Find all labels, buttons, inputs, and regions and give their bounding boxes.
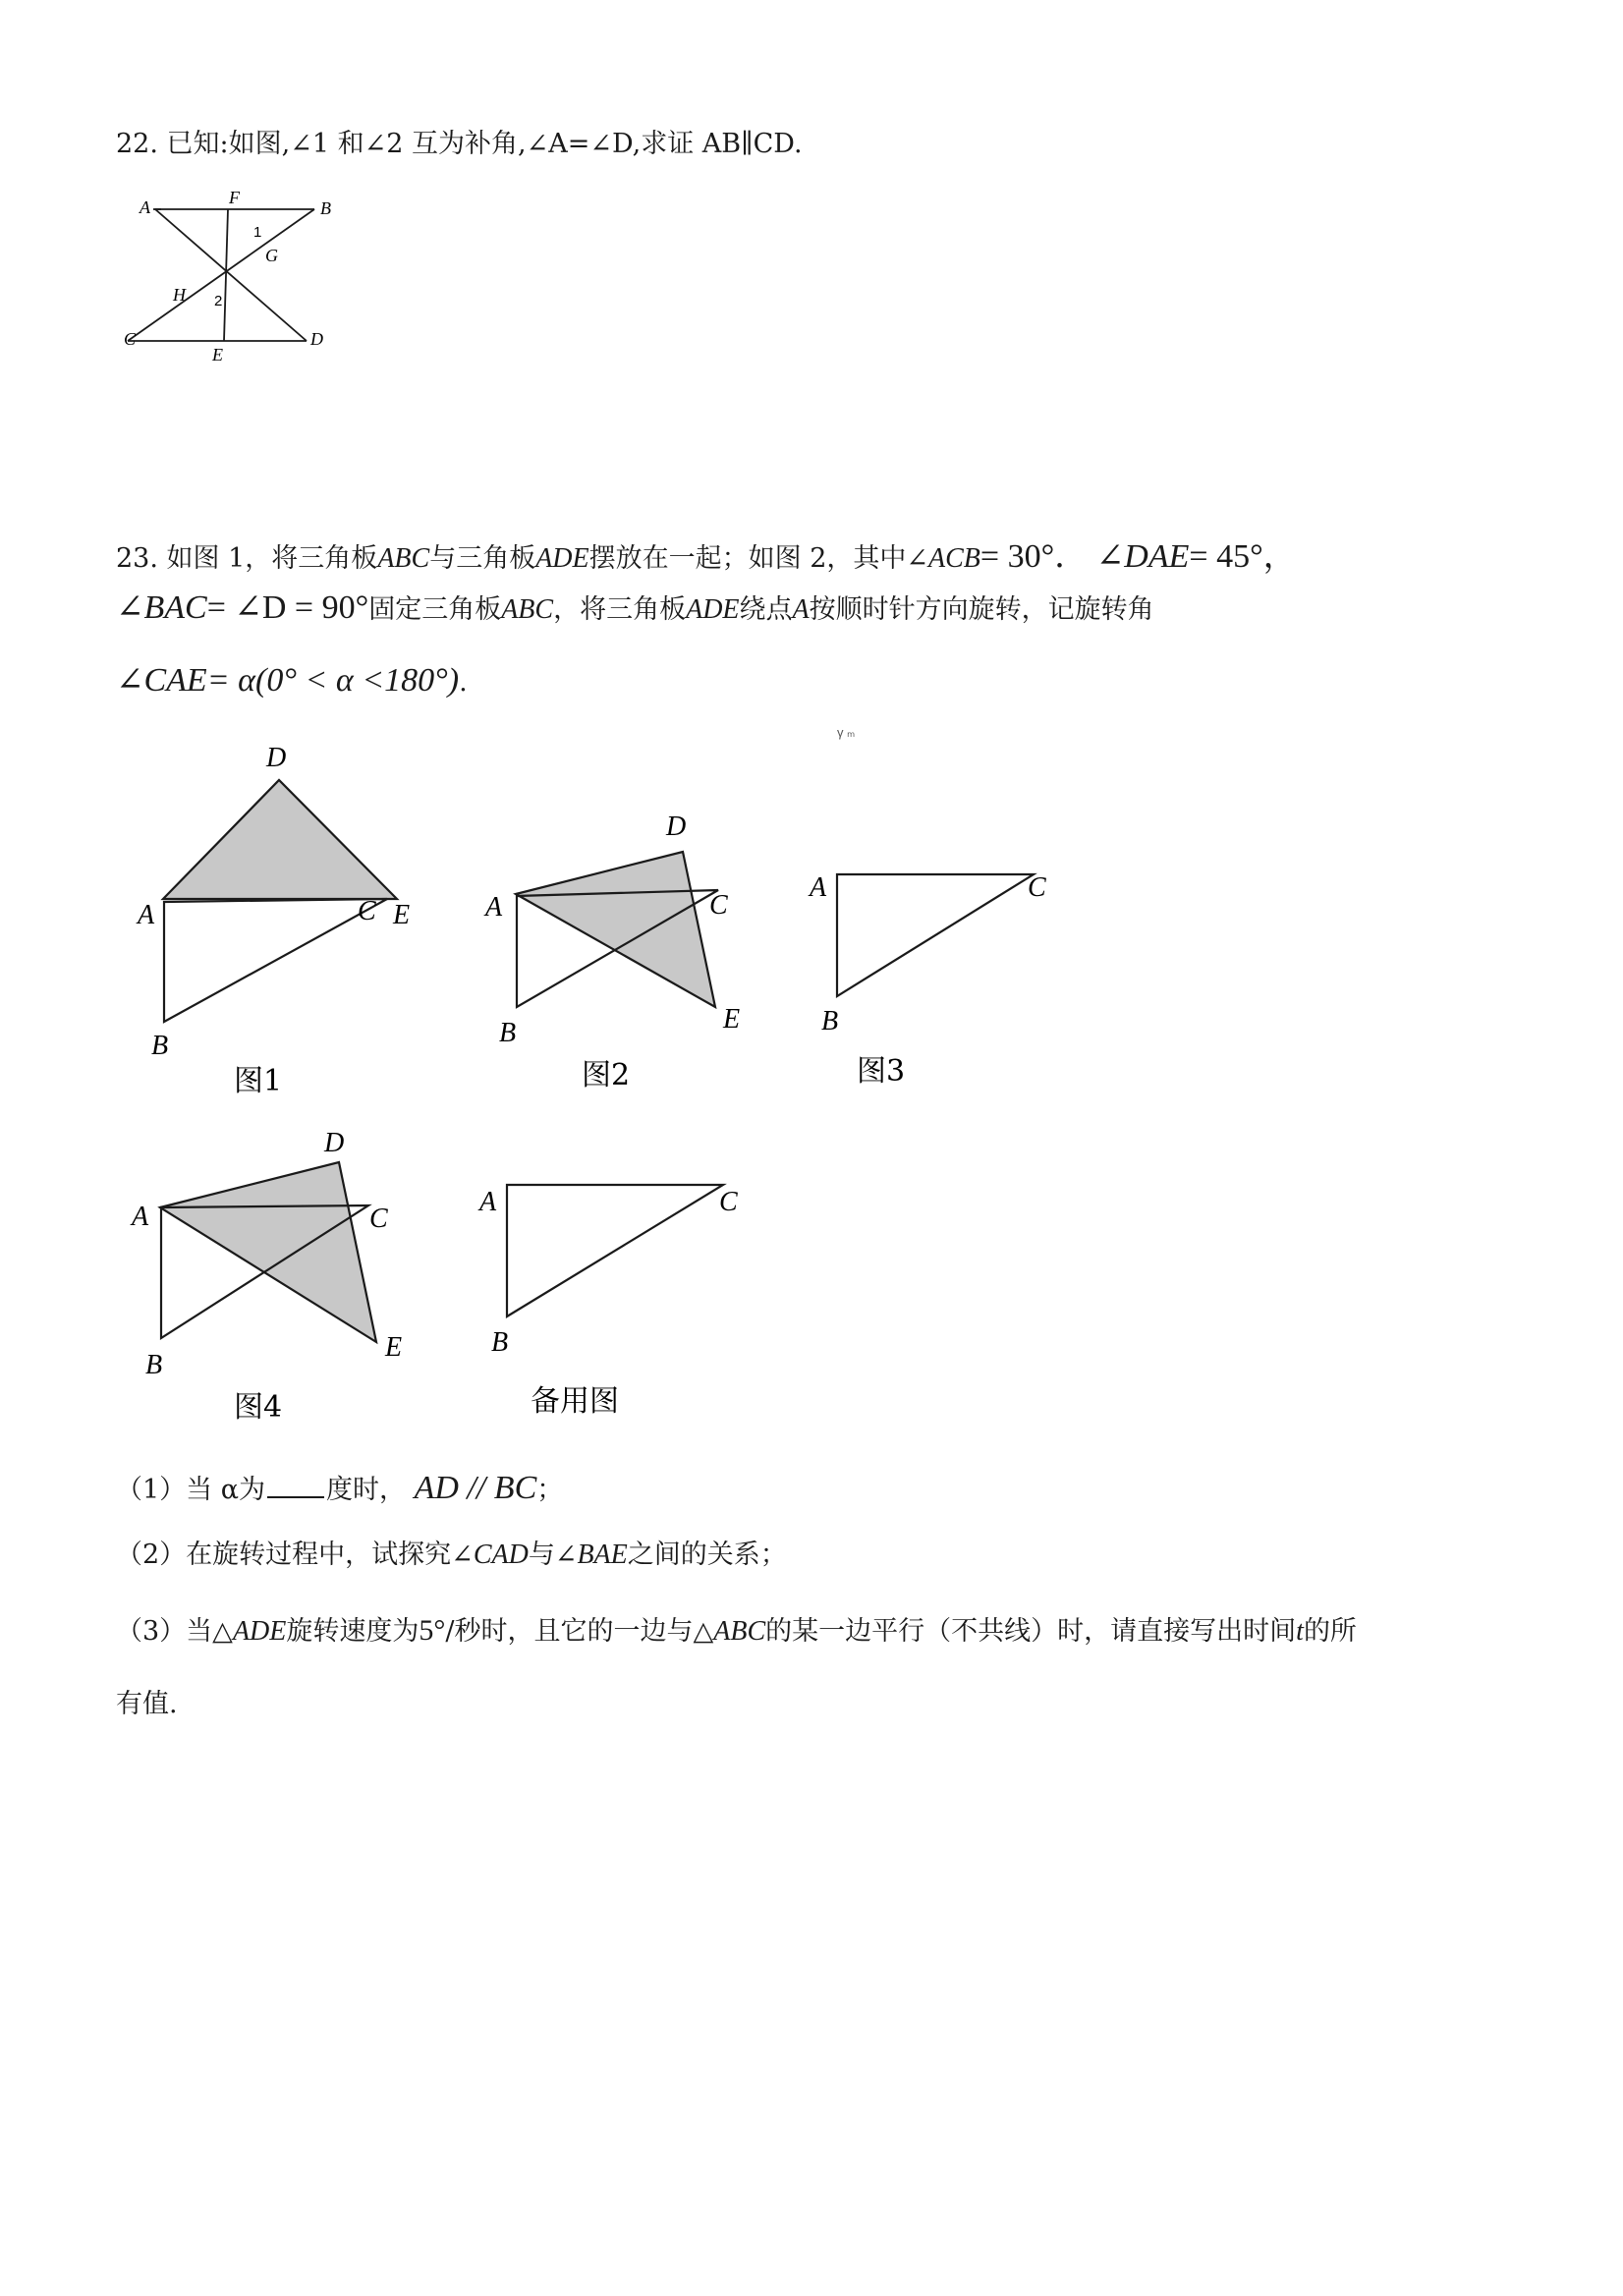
fig3-label-b: B — [821, 1006, 839, 1036]
q23-number: 23. — [116, 543, 158, 574]
fig1-label-d: D — [266, 743, 287, 773]
q23-eq30: = 30°． — [979, 538, 1089, 575]
q23-abc: ABC — [713, 1616, 766, 1647]
q22-angle-2: 2 — [214, 293, 223, 309]
q22-label-e: E — [212, 345, 223, 364]
caption-fig1: 图1 — [234, 1064, 283, 1098]
q22-statement — [116, 122, 803, 160]
q23-speed: 5° — [419, 1614, 446, 1647]
q23-ade: ADE — [535, 543, 589, 574]
fig1-label-e: E — [393, 900, 411, 930]
q23-text: 如图 1，将三角板 — [166, 543, 378, 574]
q23-text: 的所 — [1303, 1616, 1357, 1647]
q23-line-2 — [116, 588, 1154, 627]
q23-figure-1 — [128, 727, 442, 1100]
q23-figure-4 — [118, 1120, 432, 1434]
q23-text: 的某一边平行（不共线）时，请直接写出时间 — [765, 1616, 1297, 1647]
q23-part-1 — [116, 1468, 563, 1507]
q23-text: 固定三角板 — [368, 594, 502, 625]
q23-text: 与∠ — [528, 1540, 578, 1570]
fig1-label-a: A — [138, 900, 155, 930]
fig3-label-c: C — [1028, 872, 1046, 903]
q23-point-a: A — [792, 594, 810, 625]
q23-dae: ∠DAE — [1095, 538, 1190, 575]
q23-text: 之间的关系； — [627, 1540, 787, 1570]
q22-label-f: F — [229, 188, 240, 207]
caption-fig3: 图3 — [857, 1054, 906, 1089]
caption-backup: 备用图 — [531, 1384, 619, 1419]
q23-acb: ACB — [928, 543, 980, 574]
q23-line-3 — [116, 660, 468, 700]
q23-part-2 — [116, 1533, 787, 1571]
q23-eq45: = 45°， — [1189, 538, 1297, 575]
q23-text: . — [459, 667, 468, 698]
fig1-label-c: C — [358, 896, 376, 926]
q23-text: （1）当 α — [116, 1475, 239, 1505]
answer-blank[interactable] — [267, 1471, 324, 1498]
q23-bae: BAE — [577, 1540, 628, 1570]
q23-text: 度时， — [326, 1475, 406, 1505]
q23-cad: CAD — [473, 1540, 529, 1570]
q22-angle-1: 1 — [253, 224, 262, 241]
q23-part-3 — [116, 1609, 1357, 1648]
q23-figure-2 — [481, 806, 796, 1179]
q22-text: 已知:如图,∠1 和∠2 互为补角,∠A=∠D,求证 AB∥CD. — [166, 129, 803, 159]
fig2-label-c: C — [709, 890, 728, 921]
q23-abc: ABC — [377, 543, 430, 574]
caption-fig2: 图2 — [582, 1058, 631, 1092]
q23-line-1 — [116, 529, 1297, 577]
fig4-label-a: A — [132, 1202, 149, 1232]
q23-t: t — [1296, 1616, 1304, 1647]
backup-label-b: B — [491, 1327, 509, 1358]
q23-text: ； — [536, 1475, 564, 1505]
q23-alpha-range: = α(0° < α <180°) — [206, 662, 460, 699]
q23-text: 绕点 — [739, 594, 793, 625]
q23-text: （2）在旋转过程中，试探究∠ — [116, 1540, 474, 1570]
q23-abc: ABC — [501, 594, 554, 625]
q23-ade: ADE — [686, 594, 740, 625]
fig3-label-a: A — [810, 872, 827, 903]
fig4-label-e: E — [385, 1332, 403, 1363]
q23-text: /秒时，且它的一边与△ — [445, 1616, 714, 1647]
q22-figure — [118, 188, 354, 368]
backup-label-c: C — [719, 1187, 738, 1217]
fig1-label-b: B — [151, 1031, 169, 1061]
fig2-label-d: D — [666, 812, 687, 842]
q23-text: 旋转速度为 — [286, 1616, 420, 1647]
q22-label-d: D — [310, 329, 323, 349]
q23-text: 摆放在一起；如图 2，其中∠ — [588, 543, 929, 574]
fig4-label-c: C — [369, 1204, 388, 1234]
q23-eq90: = ∠D = 90° — [206, 589, 369, 626]
q23-fig-marker: γ ₘ — [837, 725, 856, 740]
backup-label-a: A — [479, 1187, 497, 1217]
q22-number: 22. — [116, 129, 158, 159]
q23-text: 按顺时针方向旋转，记旋转角 — [809, 594, 1154, 625]
q22-label-c: C — [124, 329, 137, 349]
q22-label-g: G — [265, 246, 278, 265]
fig2-label-a: A — [485, 892, 503, 923]
fig4-label-d: D — [324, 1128, 345, 1158]
q23-text: 为 — [239, 1475, 265, 1505]
q22-label-a: A — [140, 197, 150, 217]
caption-fig4: 图4 — [234, 1390, 283, 1425]
fig2-label-b: B — [499, 1018, 517, 1048]
q23-bac: ∠BAC — [116, 589, 207, 626]
fig2-label-e: E — [723, 1004, 741, 1035]
q23-part-3-cont — [116, 1682, 178, 1720]
q23-text: （3）当△ — [116, 1616, 233, 1647]
fig4-label-b: B — [145, 1350, 163, 1380]
q23-text: ，将三角板 — [553, 594, 687, 625]
q23-text: 有值. — [116, 1689, 178, 1719]
q23-ad-parallel-bc: AD // BC — [414, 1470, 537, 1506]
q23-figure-backup — [462, 1159, 776, 1454]
q23-cae: ∠CAE — [116, 662, 207, 699]
q22-label-h: H — [173, 285, 186, 305]
q23-ade: ADE — [232, 1616, 287, 1647]
q23-text: 与三角板 — [429, 543, 536, 574]
q22-label-b: B — [320, 198, 331, 218]
q23-figure-3 — [796, 845, 1051, 1100]
